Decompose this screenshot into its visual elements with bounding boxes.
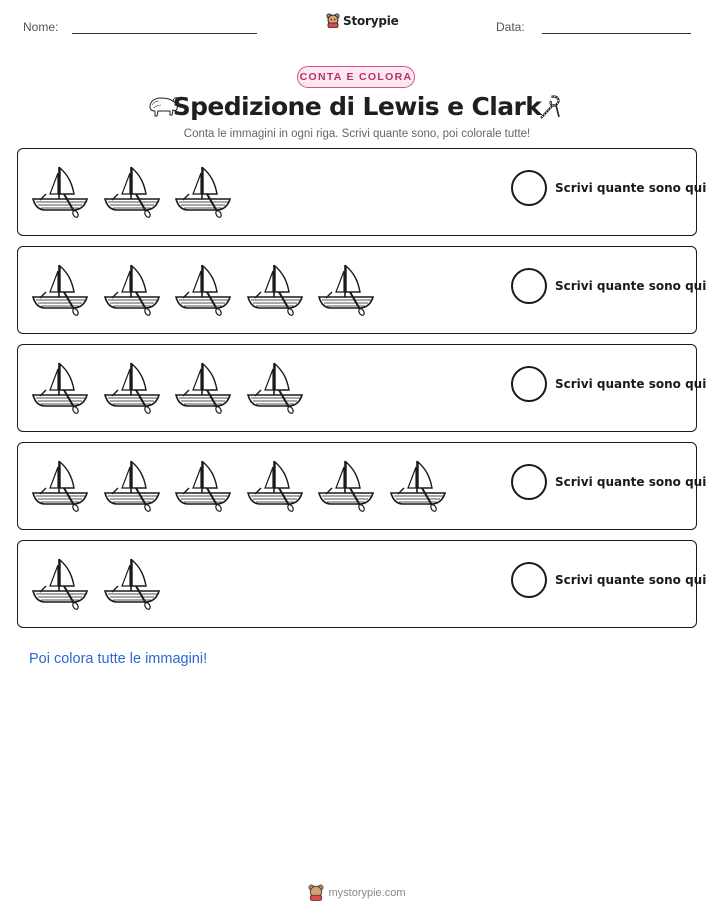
coloring-instruction: Poi colora tutte le immagini! xyxy=(29,651,208,667)
sailboat-icon xyxy=(173,455,233,515)
answer-label: Scrivi quante sono qui xyxy=(555,475,707,489)
answer-circle[interactable] xyxy=(511,170,547,206)
sailboat-icon xyxy=(102,357,162,417)
name-label: Nome: xyxy=(23,20,59,34)
sailboat-icon xyxy=(173,357,233,417)
answer-circle[interactable] xyxy=(511,562,547,598)
rope-icon xyxy=(537,93,563,121)
sailboat-icon xyxy=(30,259,90,319)
page-title: Spedizione di Lewis e Clark xyxy=(172,92,542,121)
page-footer xyxy=(0,884,714,901)
sailboat-icon xyxy=(173,161,233,221)
counting-row xyxy=(17,442,707,530)
answer-circle[interactable] xyxy=(511,464,547,500)
footer-bear-icon xyxy=(308,884,324,901)
storypie-logo xyxy=(326,13,399,28)
sailboat-icon xyxy=(102,259,162,319)
answer-label: Scrivi quante sono qui xyxy=(555,377,707,391)
sailboat-icon xyxy=(245,455,305,515)
counting-row xyxy=(17,344,707,432)
sailboat-icon xyxy=(388,455,448,515)
answer-label: Scrivi quante sono qui xyxy=(555,573,707,587)
sailboat-icon xyxy=(30,357,90,417)
sailboat-icon xyxy=(30,553,90,613)
sailboat-icon xyxy=(102,161,162,221)
counting-row xyxy=(17,148,707,236)
sailboat-icon xyxy=(30,455,90,515)
name-field-line[interactable] xyxy=(72,33,257,34)
date-field-line[interactable] xyxy=(542,33,691,34)
sailboat-icon xyxy=(30,161,90,221)
answer-circle[interactable] xyxy=(511,268,547,304)
counting-row xyxy=(17,246,707,334)
answer-label: Scrivi quante sono qui xyxy=(555,279,707,293)
answer-circle[interactable] xyxy=(511,366,547,402)
sailboat-icon xyxy=(245,259,305,319)
sailboat-icon xyxy=(245,357,305,417)
sailboat-icon xyxy=(102,455,162,515)
instructions: Conta le immagini in ogni riga. Scrivi quante sono, poi colorale tutte! xyxy=(183,128,531,140)
bear-mascot-icon xyxy=(326,13,340,28)
sailboat-icon xyxy=(173,259,233,319)
date-label: Data: xyxy=(496,20,525,34)
worksheet-header xyxy=(0,0,714,50)
sailboat-icon xyxy=(316,259,376,319)
activity-badge: CONTA E COLORA xyxy=(297,66,415,88)
footer-site: mystorypie.com xyxy=(328,886,406,899)
counting-row xyxy=(17,540,707,628)
sailboat-icon xyxy=(102,553,162,613)
logo-text: Storypie xyxy=(343,13,399,28)
sailboat-icon xyxy=(316,455,376,515)
answer-label: Scrivi quante sono qui xyxy=(555,181,707,195)
